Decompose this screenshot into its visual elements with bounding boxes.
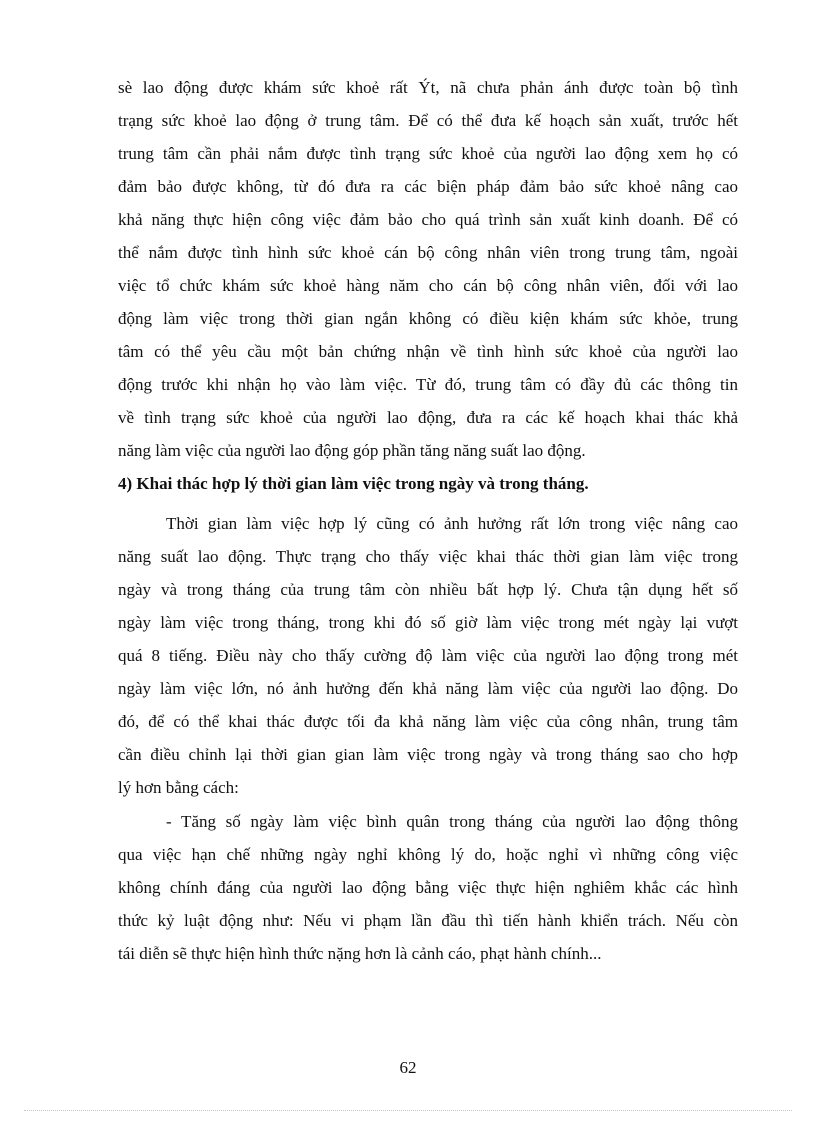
text-line: sè lao động được khám sức khoẻ rất Ýt, nã chưa phản ánh được toàn bộ tình [118, 78, 738, 97]
text-line: ngày làm việc lớn, nó ảnh hưởng đến khả năng làm việc của người lao động. Do [118, 679, 738, 698]
text-line: về tình trạng sức khoẻ của người lao động, đưa ra các kế hoạch khai thác khả [118, 408, 738, 427]
section-heading: 4) Khai thác hợp lý thời gian làm việc trong ngày và trong tháng. [118, 474, 589, 493]
footer-divider [24, 1110, 792, 1111]
text-line: động làm việc trong thời gian ngắn không có điều kiện khám sức khỏe, trung [118, 309, 738, 328]
text-line: lý hơn bằng cách: [118, 778, 239, 797]
text-line: ngày làm việc trong tháng, trong khi đó số giờ làm việc trong mét ngày lại vượt [118, 613, 738, 632]
text-line: thức kỷ luật động như: Nếu vi phạm lần đầu thì tiến hành khiển trách. Nếu còn [118, 911, 738, 930]
text-line: cần điều chỉnh lại thời gian gian làm việc trong ngày và trong tháng sao cho hợp [118, 745, 738, 764]
text-line: tâm có thể yêu cầu một bản chứng nhận về tình hình sức khoẻ của người lao [118, 342, 738, 361]
text-line: việc tổ chức khám sức khoẻ hàng năm cho cán bộ công nhân viên, đối với lao [118, 276, 738, 295]
text-line: năng suất lao động. Thực trạng cho thấy việc khai thác thời gian làm việc trong [118, 547, 738, 566]
text-line: trung tâm cần phải nắm được tình trạng sức khoẻ của người lao động xem họ có [118, 144, 738, 163]
text-line: năng làm việc của người lao động góp phần tăng năng suất lao động. [118, 441, 586, 460]
text-line: tái diễn sẽ thực hiện hình thức nặng hơn là cảnh cáo, phạt hành chính... [118, 944, 602, 963]
text-line: không chính đáng của người lao động bằng việc thực hiện nghiêm khắc các hình [118, 878, 738, 897]
text-line: động trước khi nhận họ vào làm việc. Từ đó, trung tâm có đầy đủ các thông tin [118, 375, 738, 394]
page-number: 62 [399, 1058, 417, 1077]
text-line: - Tăng số ngày làm việc bình quân trong tháng của người lao động thông [166, 812, 738, 831]
text-line: Thời gian làm việc hợp lý cũng có ảnh hưởng rất lớn trong việc nâng cao [166, 514, 738, 533]
text-line: thể nắm được tình hình sức khoẻ cán bộ công nhân viên trong trung tâm, ngoài [118, 243, 738, 262]
text-line: đó, để có thể khai thác được tối đa khả năng làm việc của công nhân, trung tâm [118, 712, 738, 731]
text-line: trạng sức khoẻ lao động ở trung tâm. Để có thể đưa kế hoạch sản xuất, trước hết [118, 111, 738, 130]
text-line: ngày và trong tháng của trung tâm còn nhiều bất hợp lý. Chưa tận dụng hết số [118, 580, 738, 599]
text-line: quá 8 tiếng. Điều này cho thấy cường độ làm việc của người lao động trong mét [118, 646, 738, 665]
text-line: khả năng thực hiện công việc đảm bảo cho quá trình sản xuất kinh doanh. Để có [118, 210, 738, 229]
text-line: qua việc hạn chế những ngày nghỉ không lý do, hoặc nghỉ vì những công việc [118, 845, 738, 864]
text-line: đảm bảo được không, từ đó đưa ra các biện pháp đảm bảo sức khoẻ nâng cao [118, 177, 738, 196]
